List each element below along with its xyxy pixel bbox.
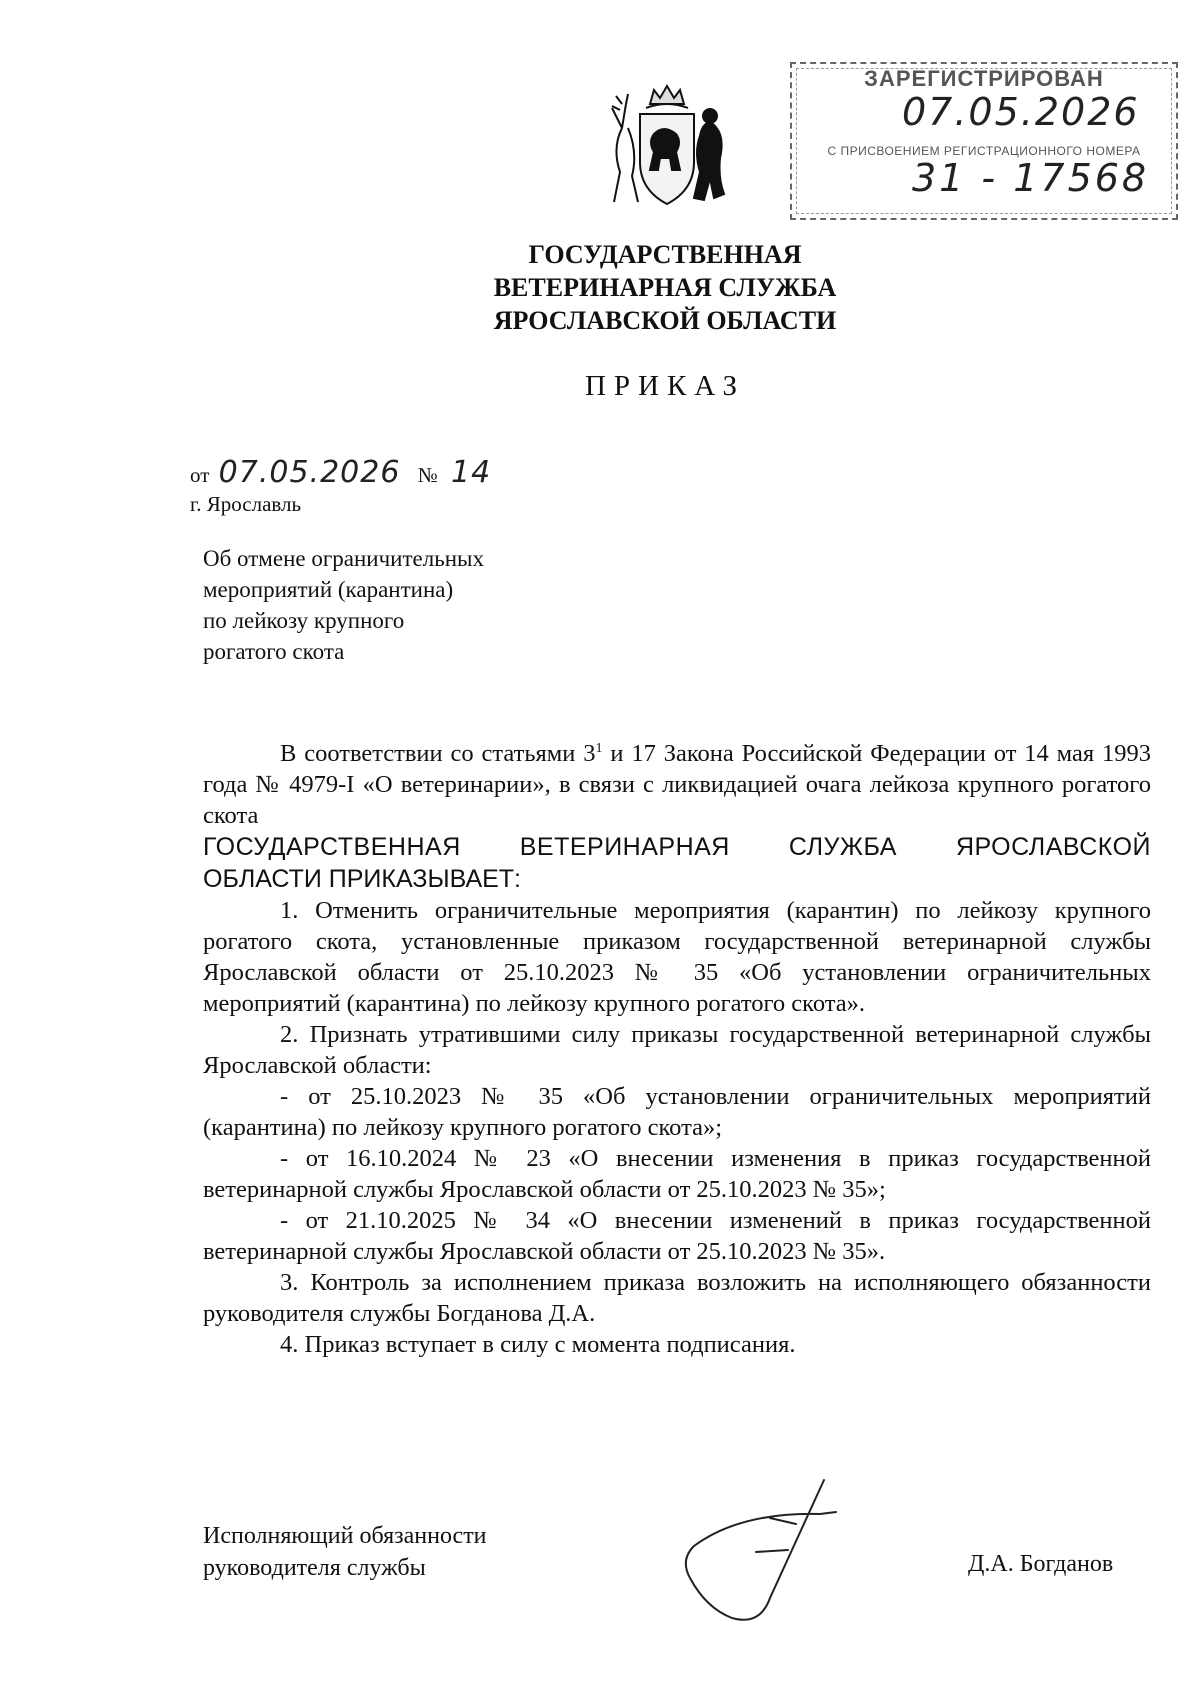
- city-label: г. Ярославль: [190, 492, 302, 516]
- ot-label: от: [190, 463, 210, 487]
- item-4: 4. Приказ вступает в силу с момента подписания.: [280, 1331, 796, 1358]
- subject-line-2: мероприятий (карантина): [203, 577, 454, 602]
- signatory-name: Д.А. Богданов: [968, 1551, 1114, 1577]
- item-2-b: - от 16.10.2024 № 23 «О внесении изменения в приказ государственной ветеринарной службы Ярославской области от 25.10.2023 № 35»;: [203, 1145, 1151, 1203]
- stamp-handwritten-date: 07.05.2026: [902, 90, 1140, 134]
- position-line-2: руководителя службы: [203, 1555, 426, 1581]
- order-body: [203, 738, 1151, 1360]
- subject-line-1: Об отмене ограничительных: [203, 546, 484, 571]
- position-line-1: Исполняющий обязанности: [203, 1523, 487, 1549]
- preamble-paragraph: [203, 738, 1151, 831]
- handwritten-signature: [620, 1468, 850, 1638]
- order-handwritten-date: 07.05.2026: [218, 455, 401, 490]
- order-subject: [203, 543, 603, 667]
- order-handwritten-number: 14: [450, 455, 492, 490]
- preamble-part-b: и 17 Закона Российской Федерации от 14 мая 1993 года № 4979-I «О ветеринарии», в связи с ликвидацией очага лейкоза крупного рогатого скота: [203, 740, 1151, 829]
- stamp-title: ЗАРЕГИСТРИРОВАН: [864, 66, 1104, 91]
- org-line-1: ГОСУДАРСТВЕННАЯ: [528, 240, 802, 269]
- preamble-superscript: 1: [595, 740, 603, 756]
- organization-header: [200, 238, 1130, 337]
- preamble-part-a: В соответствии со статьями 3: [280, 740, 596, 767]
- order-date-number-line: [190, 455, 491, 490]
- coat-of-arms-emblem: [598, 82, 736, 220]
- registration-stamp: [790, 62, 1178, 220]
- item-2: 2. Признать утратившими силу приказы государственной ветеринарной службы Ярославской области:: [203, 1021, 1151, 1079]
- item-2-c: - от 21.10.2025 № 34 «О внесении изменений в приказ государственной ветеринарной службы Ярославской области от 25.10.2023 № 35».: [203, 1207, 1151, 1265]
- org-line-3: ЯРОСЛАВСКОЙ ОБЛАСТИ: [493, 306, 837, 335]
- decree-line-1: ГОСУДАРСТВЕННАЯ ВЕТЕРИНАРНАЯ СЛУЖБА ЯРОСЛАВСКОЙ: [203, 833, 1151, 861]
- document-type-title: ПРИКАЗ: [584, 370, 746, 402]
- stamp-subtitle: С ПРИСВОЕНИЕМ РЕГИСТРАЦИОННОГО НОМЕРА: [827, 144, 1141, 158]
- subject-line-3: по лейкозу крупного: [203, 608, 405, 633]
- decree-line-2: ОБЛАСТИ ПРИКАЗЫВАЕТ:: [203, 865, 522, 893]
- subject-line-4: рогатого скота: [203, 639, 345, 664]
- item-2-a: - от 25.10.2023 № 35 «Об установлении ограничительных мероприятий (карантина) по лейкозу крупного рогатого скота»;: [203, 1083, 1151, 1141]
- number-label: №: [417, 463, 438, 487]
- item-3: 3. Контроль за исполнением приказа возложить на исполняющего обязанности руководителя службы Богданова Д.А.: [203, 1269, 1151, 1327]
- stamp-handwritten-number: 31 - 17568: [912, 156, 1150, 200]
- org-line-2: ВЕТЕРИНАРНАЯ СЛУЖБА: [493, 273, 837, 302]
- signatory-position: [203, 1520, 487, 1584]
- item-1: 1. Отменить ограничительные мероприятия (карантин) по лейкозу крупного рогатого скота, установленные приказом государственной ветеринарной службы Ярославской области от 25.10.2023 № 35 «Об установлении ограничительных мероприятий (карантина) по лейкозу крупного рогатого скота».: [203, 897, 1151, 1017]
